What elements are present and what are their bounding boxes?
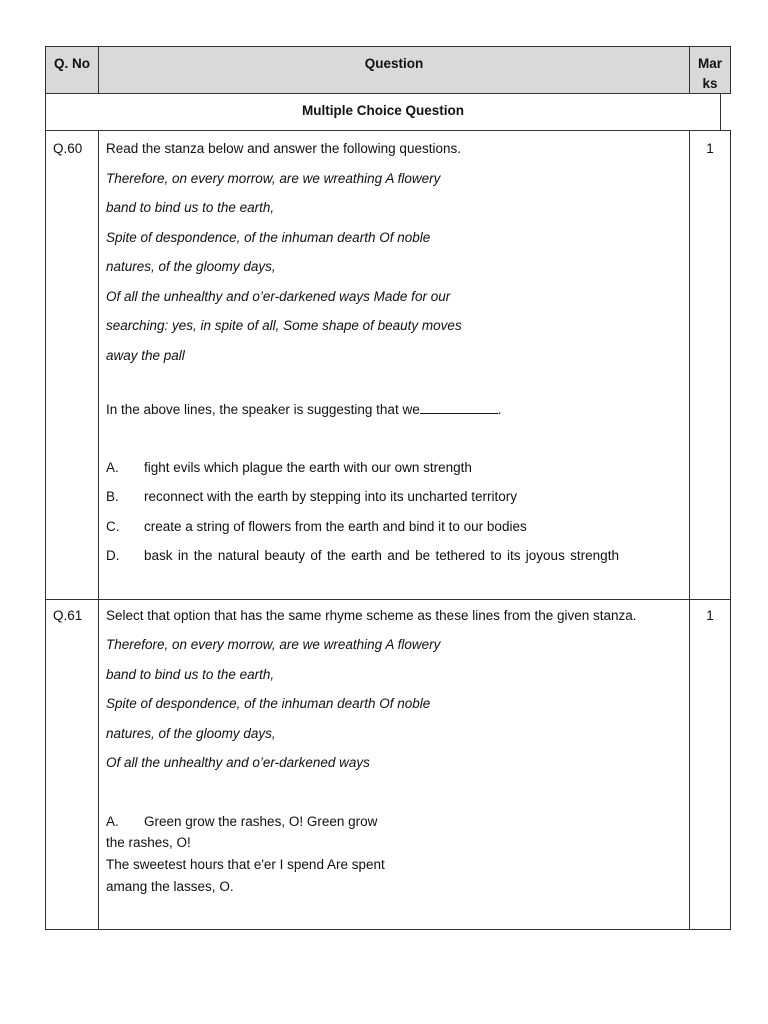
q60-question-text: In the above lines, the speaker is suggesting that we — [106, 402, 420, 417]
q61-stanza-line: Spite of despondence, of the inhuman dearth Of noble — [106, 696, 431, 711]
q60-option-text: bask in the natural beauty of the earth and be tethered to its joyous strength — [144, 548, 619, 563]
q60-divider-qno — [98, 130, 99, 600]
q60-stanza-line: searching: yes, in spite of all, Some shape of beauty moves — [106, 318, 462, 333]
header-question: Question — [364, 56, 424, 71]
q61-option-letter: A. — [106, 814, 119, 829]
q60-option-letter: A. — [106, 460, 119, 475]
q61-marks: 1 — [706, 608, 714, 623]
q60-option-letter: D. — [106, 548, 120, 563]
header-marks-line1: Mar — [697, 56, 722, 71]
q60-option-letter: B. — [106, 489, 119, 504]
header-qno: Q. No — [54, 56, 90, 71]
q61-divider-qno — [98, 599, 99, 930]
q60-divider-marks — [689, 130, 690, 600]
q60-question-end: . — [497, 402, 502, 417]
q60-stanza-line: natures, of the gloomy days, — [106, 259, 276, 274]
q60-number: Q.60 — [53, 141, 83, 156]
q61-option-a-line3: The sweetest hours that e'er I spend Are spent — [106, 857, 385, 872]
q61-prompt: Select that option that has the same rhyme scheme as these lines from the given stanza. — [106, 608, 637, 623]
q61-number: Q.61 — [53, 608, 83, 623]
fill-in-blank — [420, 401, 498, 414]
header-marks-line2: ks — [702, 76, 718, 91]
q61-option-a-line1: Green grow the rashes, O! Green grow — [144, 814, 378, 829]
q61-option-a-line2: the rashes, O! — [106, 835, 191, 850]
q61-stanza-line: band to bind us to the earth, — [106, 667, 275, 682]
q60-option-text: create a string of flowers from the earth and bind it to our bodies — [144, 519, 527, 534]
q61-option-a-line4: amang the lasses, O. — [106, 879, 234, 894]
q60-stanza-line: Therefore, on every morrow, are we wreathing A flowery — [106, 171, 441, 186]
section-title: Multiple Choice Question — [301, 103, 464, 118]
q60-option-text: reconnect with the earth by stepping into its uncharted territory — [144, 489, 517, 504]
q60-marks: 1 — [706, 141, 714, 156]
q60-stanza-line: Of all the unhealthy and o’er-darkened ways Made for our — [106, 289, 451, 304]
q60-stanza-line: band to bind us to the earth, — [106, 200, 275, 215]
q61-stanza-line: Therefore, on every morrow, are we wreathing A flowery — [106, 637, 441, 652]
q61-divider-marks — [689, 599, 690, 930]
q61-stanza-line: natures, of the gloomy days, — [106, 726, 276, 741]
q60-stanza-line: away the pall — [106, 348, 185, 363]
q60-question — [106, 401, 501, 418]
q61-stanza-line: Of all the unhealthy and o’er-darkened ways — [106, 755, 370, 770]
q60-option-text: fight evils which plague the earth with our own strength — [144, 460, 472, 475]
q60-stanza-line: Spite of despondence, of the inhuman dearth Of noble — [106, 230, 431, 245]
q60-prompt: Read the stanza below and answer the following questions. — [106, 141, 461, 156]
q60-option-letter: C. — [106, 519, 120, 534]
